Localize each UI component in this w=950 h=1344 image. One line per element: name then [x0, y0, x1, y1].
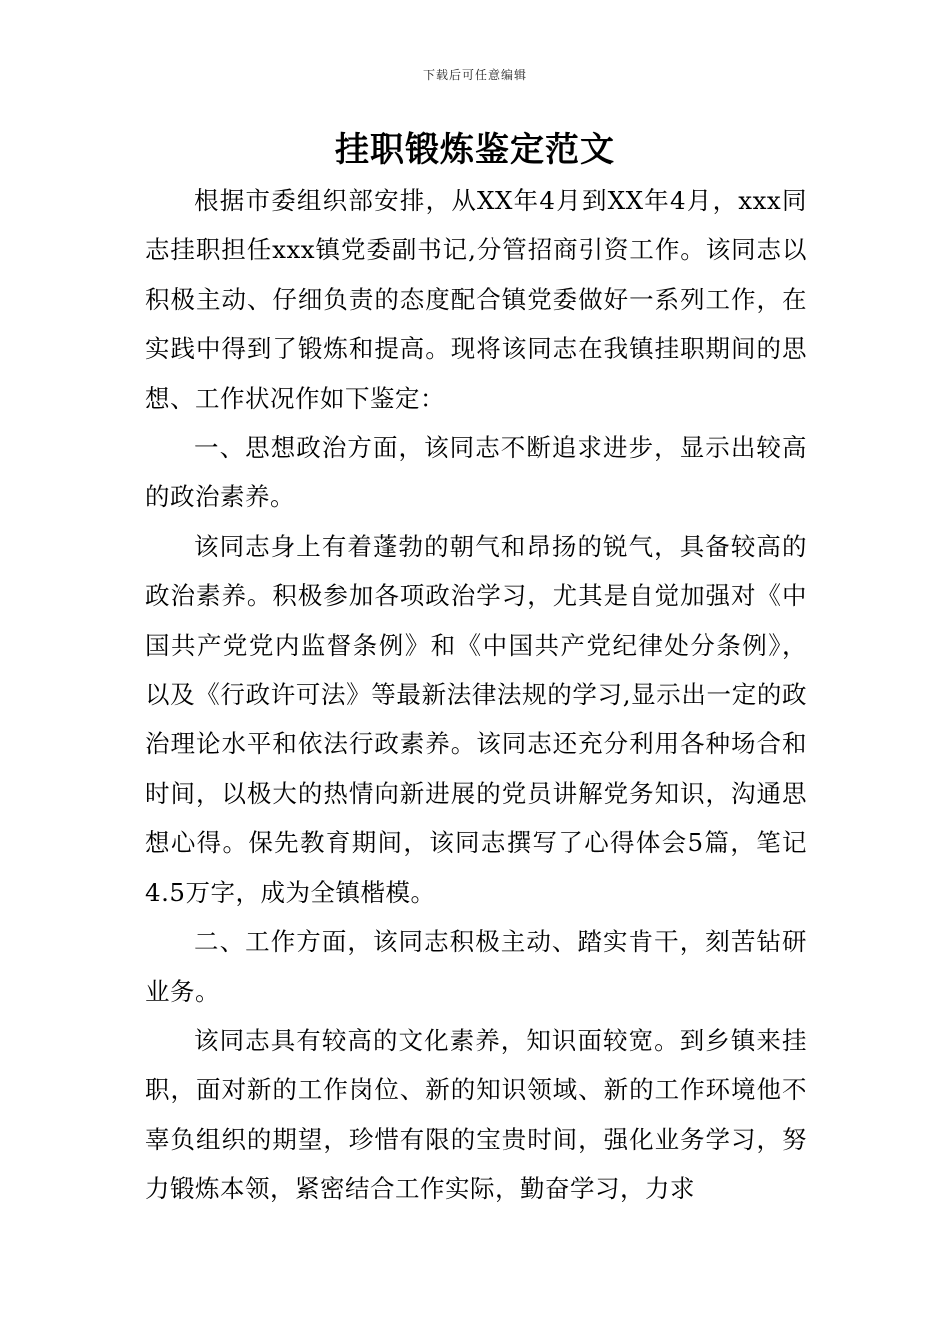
- paragraph: 根据市委组织部安排，从XX年4月到XX年4月，xxx同志挂职担任xxx镇党委副书记,分管招商引资工作。该同志以积极主动、仔细负责的态度配合镇党委做好一系列工作，在实践中得到了锻炼和提高。现将该同志在我镇挂职期间的思想、工作状况作如下鉴定：: [145, 186, 807, 413]
- paragraph: 二、工作方面，该同志积极主动、踏实肯干，刻苦钻研业务。: [145, 927, 807, 1006]
- paragraph: 一、思想政治方面，该同志不断追求进步，显示出较高的政治素养。: [145, 433, 807, 512]
- paragraph: 该同志具有较高的文化素养，知识面较宽。到乡镇来挂职，面对新的工作岗位、新的知识领域、新的工作环境他不辜负组织的期望，珍惜有限的宝贵时间，强化业务学习，努力锻炼本领，紧密结合工作实际，勤奋学习，力求: [145, 1025, 807, 1204]
- document-title: 挂职锻炼鉴定范文: [335, 130, 615, 170]
- header-note: 下载后可任意编辑: [422, 68, 527, 82]
- document-body: [145, 176, 807, 1214]
- paragraph: 该同志身上有着蓬勃的朝气和昂扬的锐气，具备较高的政治素养。积极参加各项政治学习，尤其是自觉加强对《中国共产党党内监督条例》和《中国共产党纪律处分条例》，以及《行政许可法》等最新法律法规的学习,显示出一定的政治理论水平和依法行政素养。该同志还充分利用各种场合和时间，以极大的热情向新进展的党员讲解党务知识，沟通思想心得。保先教育期间，该同志撰写了心得体会5篇，笔记4.5万字，成为全镇楷模。: [145, 531, 807, 907]
